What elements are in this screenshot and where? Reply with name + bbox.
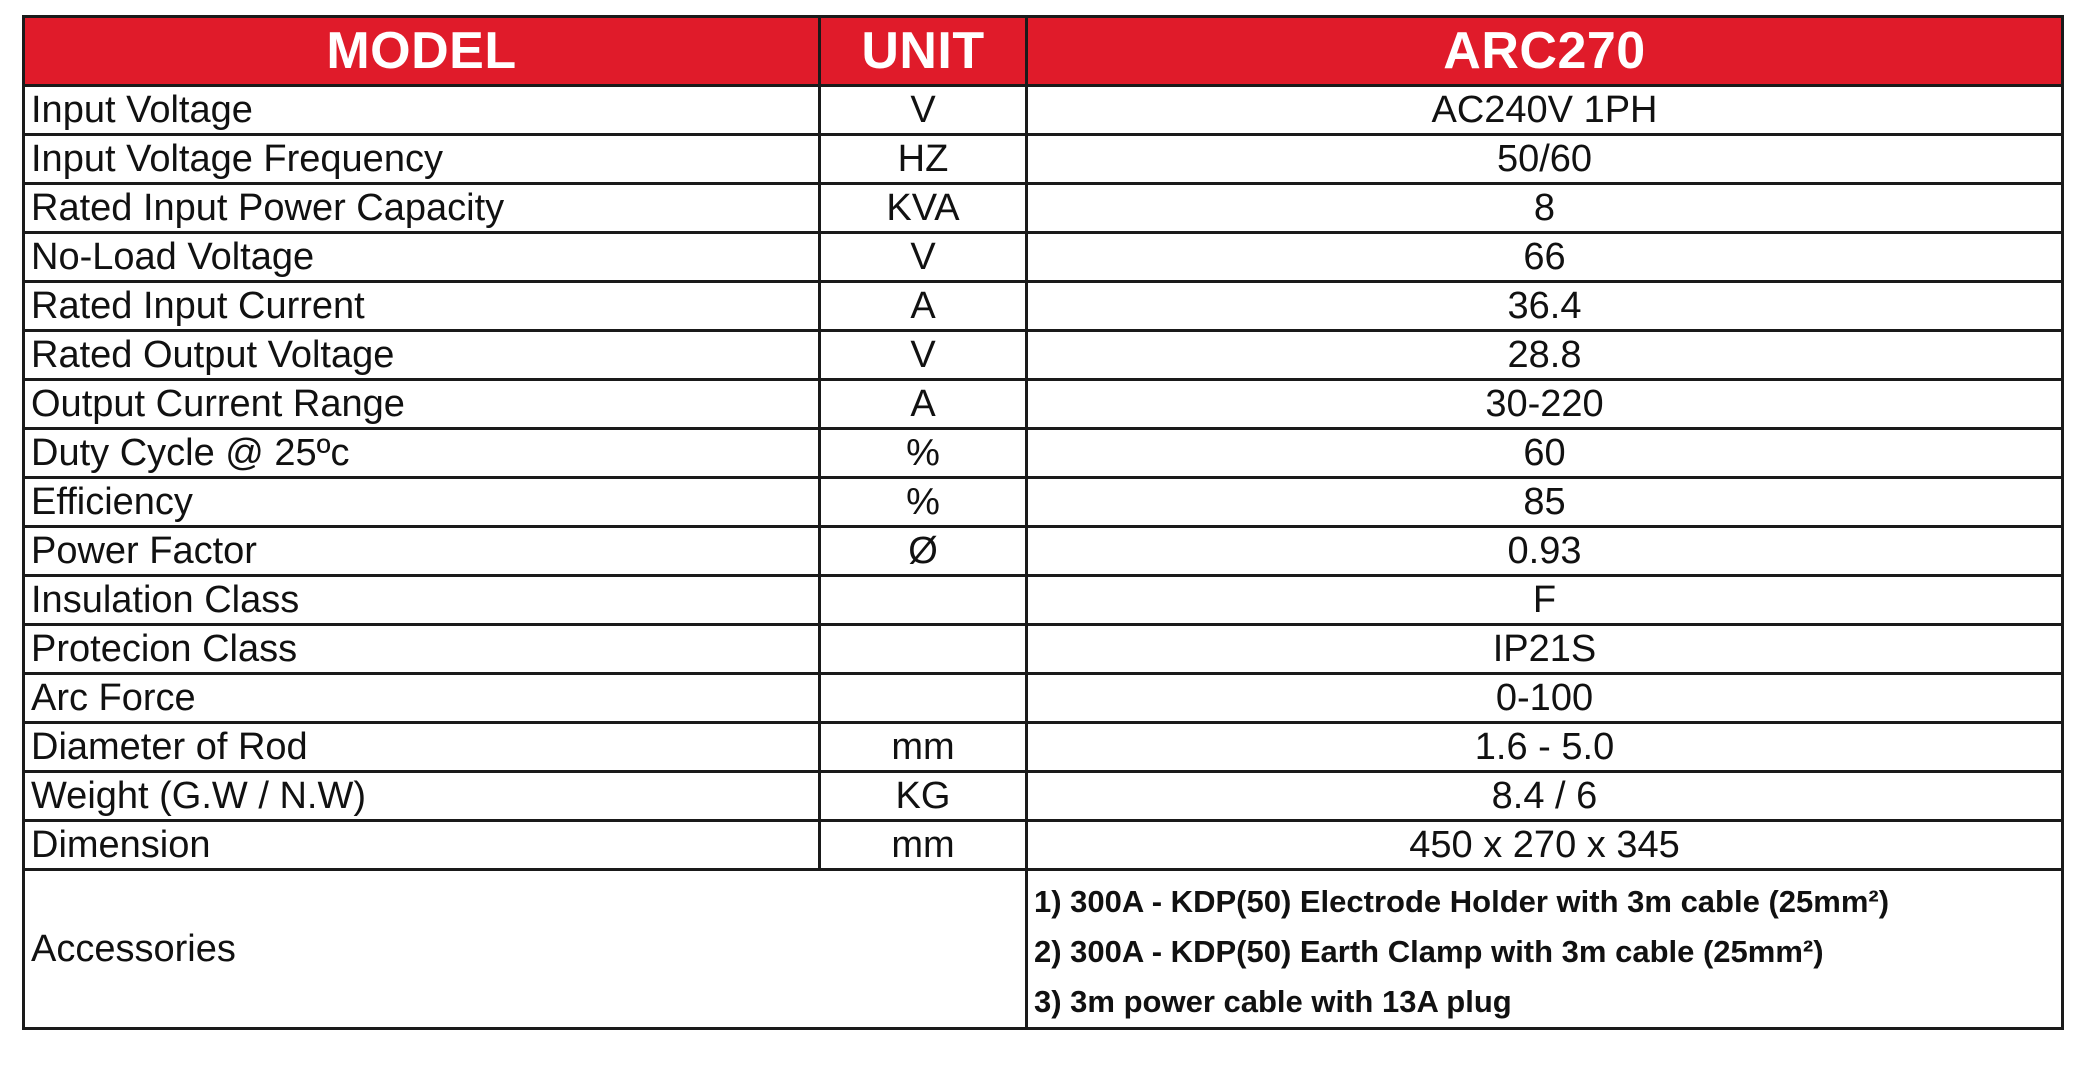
table-row [24,821,2063,870]
param-value: IP21S [1027,625,2063,674]
param-unit: HZ [820,135,1027,184]
model-header: MODEL [24,17,820,86]
param-name: Duty Cycle @ 25ºc [24,429,820,478]
param-name: Weight (G.W / N.W) [24,772,820,821]
param-unit [820,576,1027,625]
table-row [24,723,2063,772]
param-value: F [1027,576,2063,625]
table-row [24,674,2063,723]
param-value: 36.4 [1027,282,2063,331]
param-name: Efficiency [24,478,820,527]
table-row [24,625,2063,674]
table-row [24,429,2063,478]
param-unit: mm [820,821,1027,870]
table-row [24,184,2063,233]
param-value: AC240V 1PH [1027,86,2063,135]
table-row [24,86,2063,135]
table-row [24,478,2063,527]
param-value: 30-220 [1027,380,2063,429]
accessory-item: 1) 300A - KDP(50) Electrode Holder with 3m cable (25mm²) [1034,884,1890,919]
accessories-row [24,870,2063,1029]
param-name: Insulation Class [24,576,820,625]
param-value: 450 x 270 x 345 [1027,821,2063,870]
param-name: No-Load Voltage [24,233,820,282]
param-name: Rated Input Power Capacity [24,184,820,233]
param-unit: KVA [820,184,1027,233]
param-value: 50/60 [1027,135,2063,184]
accessory-item: 3) 3m power cable with 13A plug [1034,984,1512,1019]
accessories-list [1028,871,2061,1027]
param-value: 60 [1027,429,2063,478]
table-row [24,331,2063,380]
param-unit: V [820,233,1027,282]
accessories-cell [1027,870,2063,1029]
table-row [24,380,2063,429]
table-row [24,233,2063,282]
param-name: Diameter of Rod [24,723,820,772]
table-row [24,772,2063,821]
param-unit: A [820,380,1027,429]
param-name: Input Voltage Frequency [24,135,820,184]
table-row [24,527,2063,576]
accessories-label: Accessories [24,870,1027,1029]
header-row [24,17,2063,86]
param-value: 28.8 [1027,331,2063,380]
param-value: 0.93 [1027,527,2063,576]
accessory-item: 2) 300A - KDP(50) Earth Clamp with 3m cable (25mm²) [1034,934,1824,969]
param-value: 1.6 - 5.0 [1027,723,2063,772]
param-value: 0-100 [1027,674,2063,723]
param-name: Power Factor [24,527,820,576]
table-row [24,135,2063,184]
param-name: Input Voltage [24,86,820,135]
param-value: 8 [1027,184,2063,233]
param-unit [820,674,1027,723]
param-unit: V [820,331,1027,380]
param-value: 8.4 / 6 [1027,772,2063,821]
param-unit: A [820,282,1027,331]
param-name: Protecion Class [24,625,820,674]
param-name: Output Current Range [24,380,820,429]
model-name-header: ARC270 [1027,17,2063,86]
table-row [24,282,2063,331]
param-name: Dimension [24,821,820,870]
param-unit: mm [820,723,1027,772]
param-name: Arc Force [24,674,820,723]
param-unit: KG [820,772,1027,821]
param-unit: Ø [820,527,1027,576]
unit-header: UNIT [820,17,1027,86]
param-value: 66 [1027,233,2063,282]
param-unit: % [820,478,1027,527]
param-name: Rated Output Voltage [24,331,820,380]
param-unit: V [820,86,1027,135]
param-unit [820,625,1027,674]
spec-table [22,15,2064,1030]
param-value: 85 [1027,478,2063,527]
param-unit: % [820,429,1027,478]
table-row [24,576,2063,625]
param-name: Rated Input Current [24,282,820,331]
